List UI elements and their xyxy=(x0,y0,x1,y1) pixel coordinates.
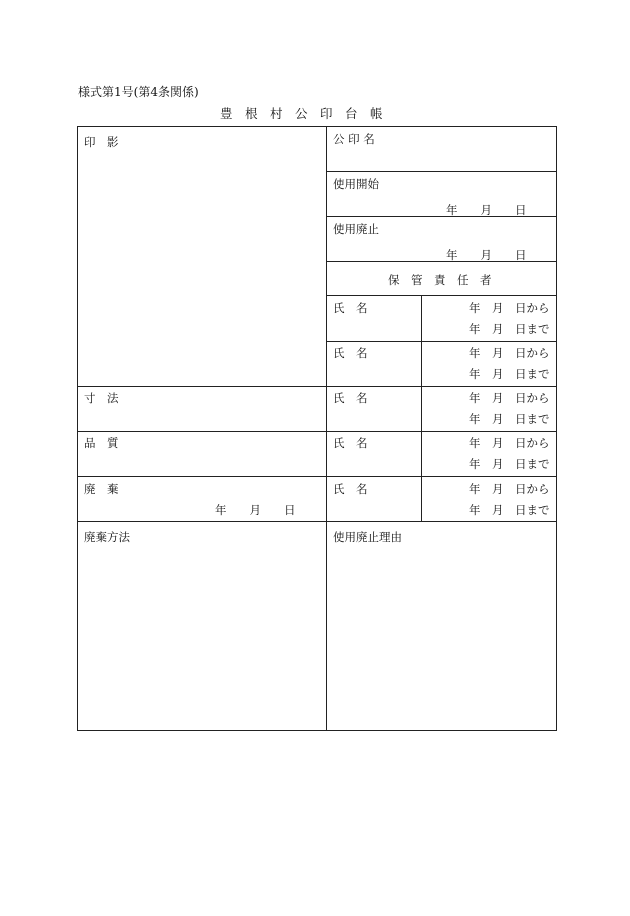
custodian-name-label: 氏 名 xyxy=(333,482,368,496)
custodian-from-date: 年 月 日から xyxy=(469,346,550,360)
custodian-from-date: 年 月 日から xyxy=(469,391,550,405)
seal-name-label: 公 印 名 xyxy=(333,132,375,146)
page-title: 豊 根 村 公 印 台 帳 xyxy=(220,106,383,121)
form-number-label: 様式第1号(第4条関係) xyxy=(78,85,199,99)
dimensions-label: 寸 法 xyxy=(84,391,119,405)
material-label: 品 質 xyxy=(84,436,119,450)
disposal-date: 年 月 日 xyxy=(215,503,296,517)
custodian-until-date: 年 月 日まで xyxy=(469,412,550,426)
disposal-method-label: 廃棄方法 xyxy=(84,530,130,544)
custodian-from-date: 年 月 日から xyxy=(469,301,550,315)
custodian-until-date: 年 月 日まで xyxy=(469,367,550,381)
custodian-until-date: 年 月 日まで xyxy=(469,503,550,517)
custodian-name-label: 氏 名 xyxy=(333,436,368,450)
custodian-from-date: 年 月 日から xyxy=(469,436,550,450)
use-start-label: 使用開始 xyxy=(333,177,379,191)
seal-impression-label: 印 影 xyxy=(84,135,119,149)
custodian-until-date: 年 月 日まで xyxy=(469,322,550,336)
use-end-date: 年 月 日 xyxy=(446,248,527,262)
custodian-header: 保 管 責 任 者 xyxy=(388,273,492,287)
use-end-label: 使用廃止 xyxy=(333,222,379,236)
use-start-date: 年 月 日 xyxy=(446,203,527,217)
custodian-from-date: 年 月 日から xyxy=(469,482,550,496)
custodian-name-label: 氏 名 xyxy=(333,346,368,360)
custodian-until-date: 年 月 日まで xyxy=(469,457,550,471)
custodian-name-label: 氏 名 xyxy=(333,391,368,405)
abolition-reason-label: 使用廃止理由 xyxy=(333,530,402,544)
custodian-name-label: 氏 名 xyxy=(333,301,368,315)
disposal-label: 廃 棄 xyxy=(84,482,119,496)
